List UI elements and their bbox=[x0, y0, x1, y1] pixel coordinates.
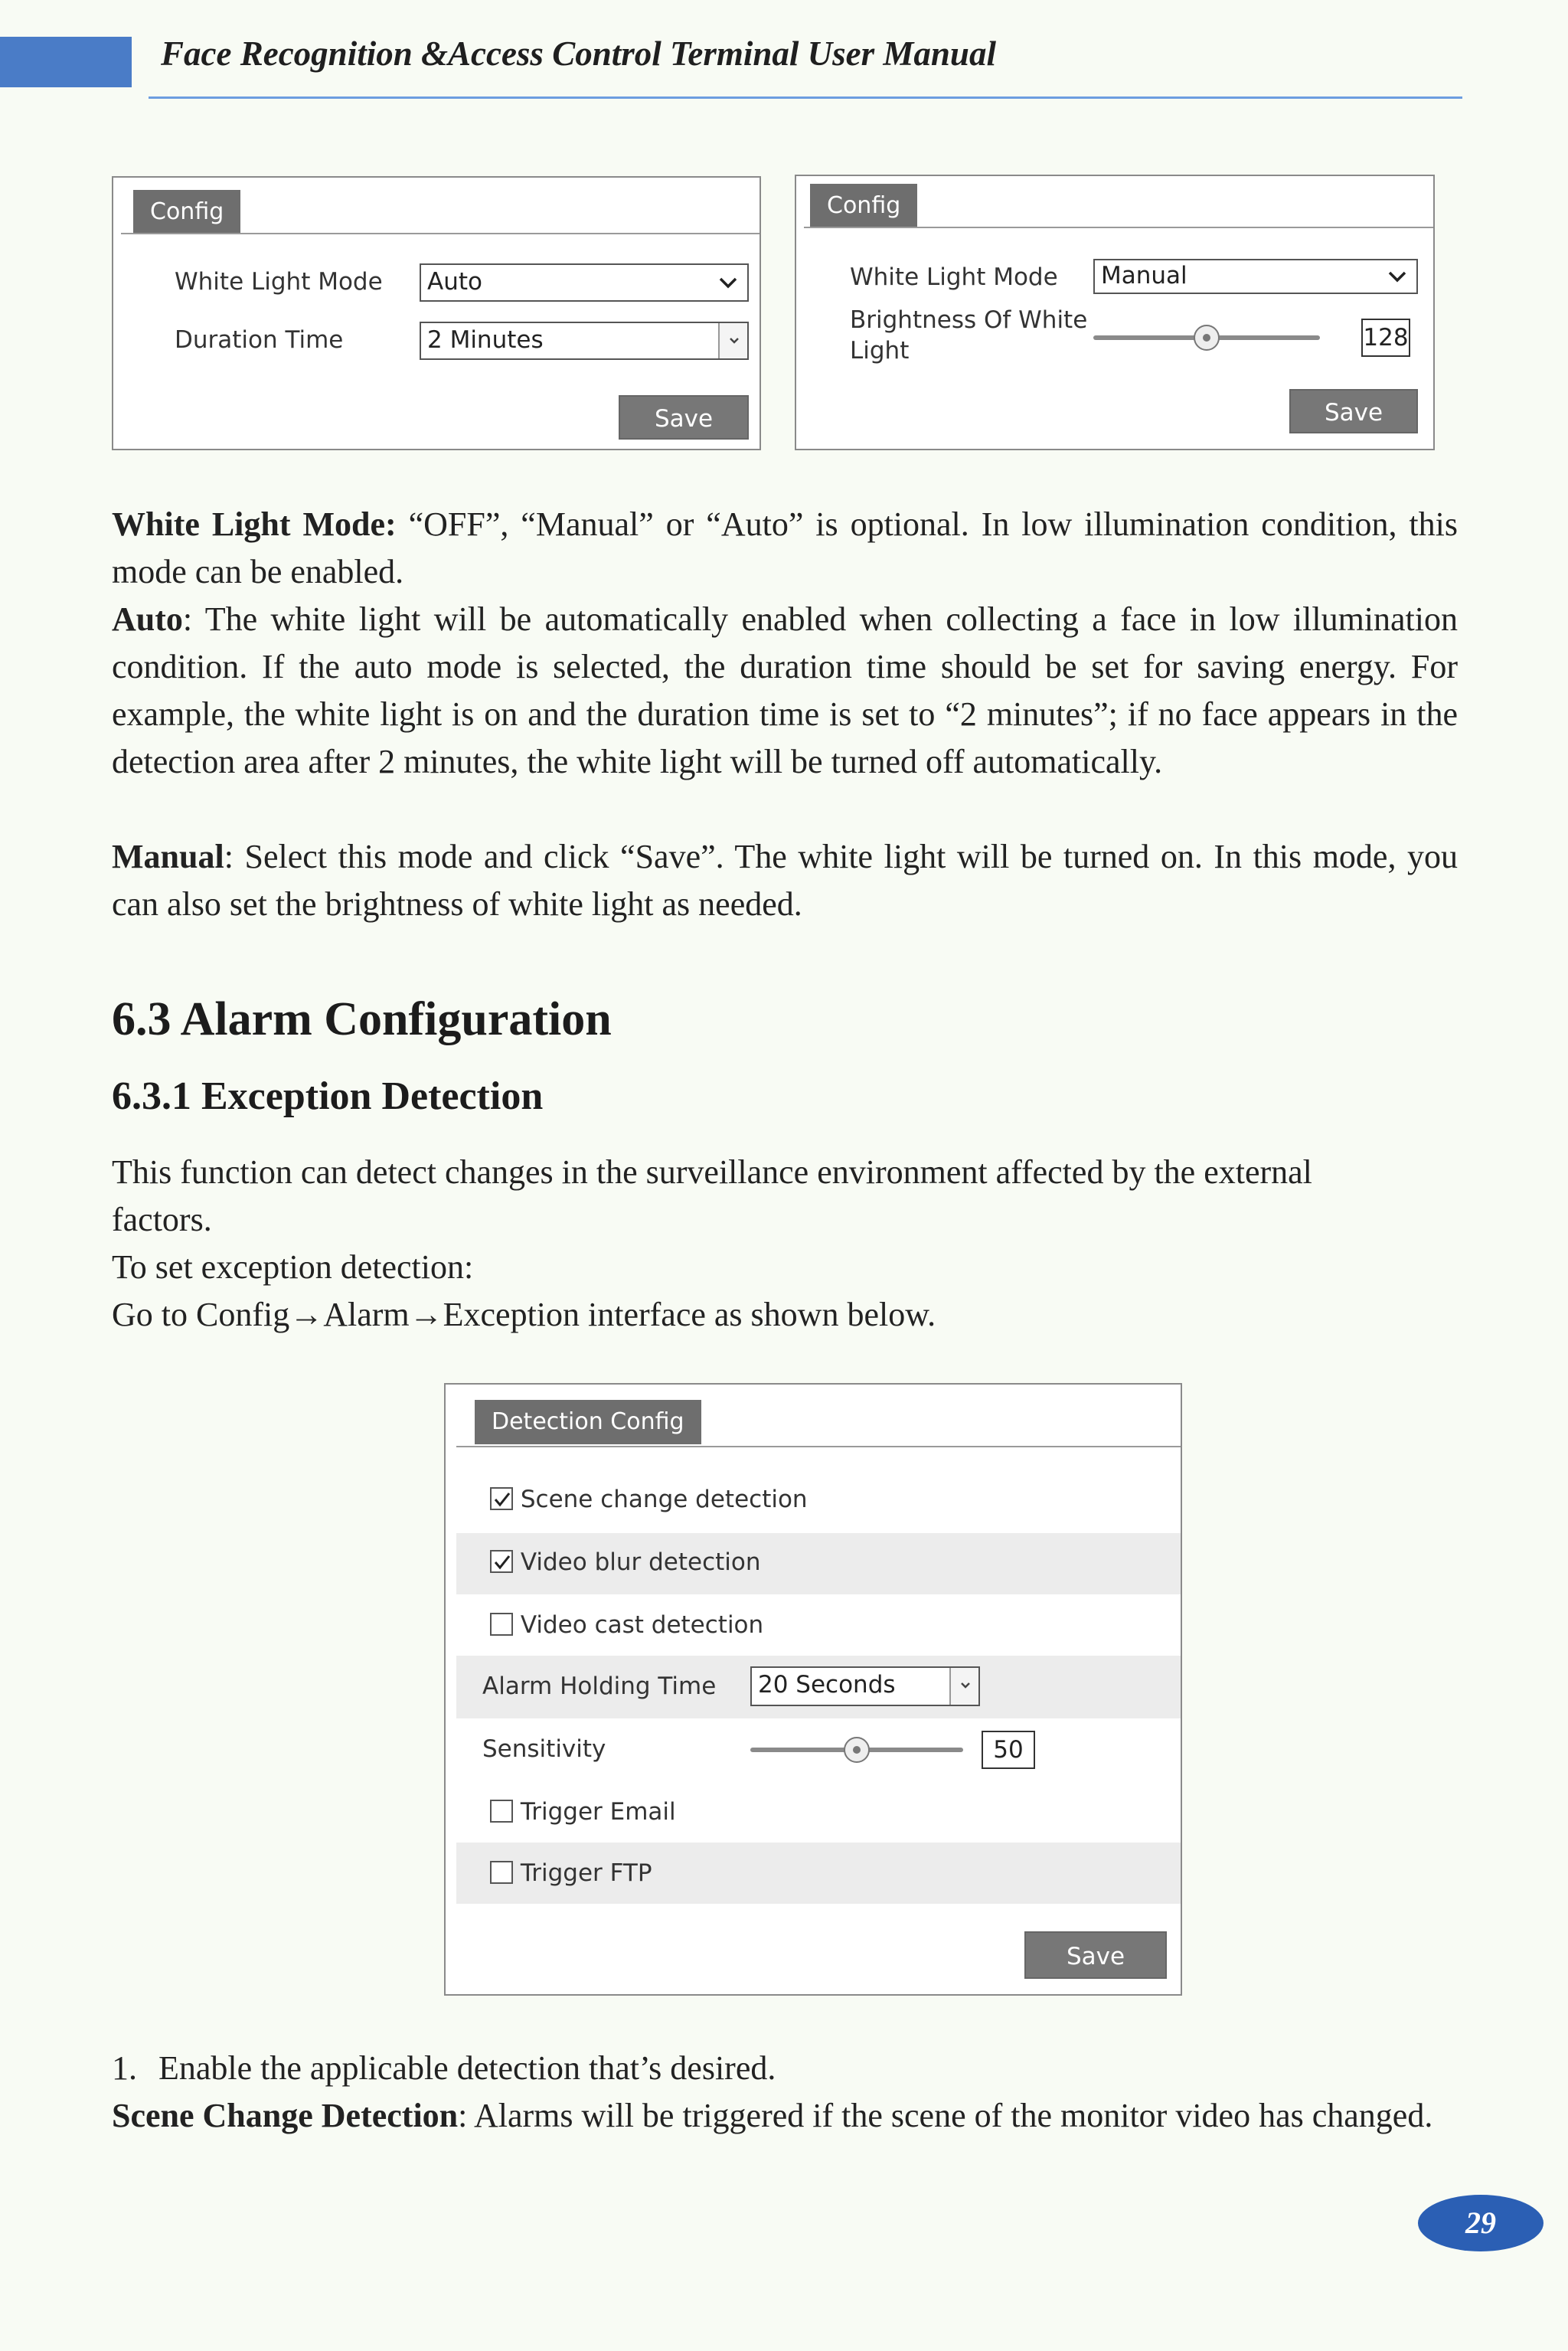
video-blur-checkbox[interactable] bbox=[490, 1550, 513, 1573]
brightness-label bbox=[850, 305, 1087, 366]
tab-config[interactable]: Config bbox=[810, 184, 917, 228]
video-cast-row bbox=[490, 1610, 763, 1640]
subsection-heading: 6.3.1 Exception Detection bbox=[112, 1074, 544, 1118]
tab-detection-config[interactable]: Detection Config bbox=[475, 1400, 701, 1444]
scene-change-description: : Alarms will be triggered if the scene of the monitor video has changed. bbox=[458, 2097, 1433, 2134]
term-manual: Manual bbox=[112, 838, 224, 875]
manual-description: : Select this mode and click “Save”. The white light will be turned on. In this mode, you can also set the brightness of white light as needed. bbox=[112, 838, 1458, 923]
video-cast-checkbox[interactable] bbox=[490, 1613, 513, 1636]
manual-title: Face Recognition &Access Control Terminal User Manual bbox=[161, 34, 996, 73]
chevron-down-icon bbox=[715, 270, 741, 296]
tab-divider bbox=[456, 1446, 1181, 1447]
config-panel-auto bbox=[112, 176, 761, 450]
chevron-down-icon bbox=[959, 1679, 972, 1692]
dropdown-button[interactable] bbox=[718, 323, 747, 358]
brightness-label-line2: Light bbox=[850, 337, 910, 365]
alarm-holding-time-select[interactable] bbox=[750, 1666, 980, 1706]
list-item-1 bbox=[112, 2045, 776, 2092]
section-heading: 6.3 Alarm Configuration bbox=[112, 993, 612, 1045]
list-item-text: Enable the applicable detection that’s desired. bbox=[158, 2049, 776, 2087]
term-auto: Auto bbox=[112, 600, 183, 638]
chevron-down-icon bbox=[728, 335, 740, 347]
trigger-ftp-row bbox=[490, 1858, 652, 1888]
auto-paragraph bbox=[112, 596, 1458, 786]
tab-divider bbox=[121, 233, 760, 234]
dropdown-button[interactable] bbox=[949, 1668, 978, 1705]
trigger-email-row bbox=[490, 1797, 676, 1827]
brightness-slider-handle[interactable] bbox=[1194, 325, 1220, 351]
duration-time-label: Duration Time bbox=[175, 326, 344, 354]
intro-line-2: factors. bbox=[112, 1201, 212, 1238]
save-button[interactable]: Save bbox=[1289, 389, 1418, 433]
header-rule bbox=[149, 96, 1462, 99]
trigger-ftp-checkbox[interactable] bbox=[490, 1861, 513, 1884]
scene-change-label: Scene change detection bbox=[520, 1486, 808, 1513]
trigger-email-checkbox[interactable] bbox=[490, 1800, 513, 1823]
save-button[interactable]: Save bbox=[1024, 1931, 1167, 1979]
scene-change-row bbox=[490, 1484, 808, 1515]
white-light-mode-description: “OFF”, “Manual” or “Auto” is optional. In low illumination condition, this mode can be enabled. bbox=[112, 505, 1458, 590]
white-light-mode-label: White Light Mode bbox=[850, 263, 1058, 291]
list-number: 1. bbox=[112, 2049, 137, 2087]
scene-change-paragraph bbox=[112, 2092, 1458, 2140]
page-number: 29 bbox=[1418, 2195, 1544, 2251]
set-exception-line: To set exception detection: bbox=[112, 1248, 474, 1286]
auto-description: : The white light will be automatically enabled when collecting a face in low illumination condition. If the auto mode is selected, the duration time should be set for saving energy. For example, the white light is on and the duration time is set to “2 minutes”; if no face appears in the detection area after 2 minutes, the white light will be turned off automatically. bbox=[112, 600, 1458, 780]
white-light-mode-select[interactable] bbox=[420, 263, 749, 302]
brightness-value-box[interactable]: 128 bbox=[1361, 319, 1410, 357]
header-accent-block bbox=[0, 37, 132, 87]
white-light-mode-paragraph bbox=[112, 501, 1458, 596]
tab-config[interactable]: Config bbox=[133, 190, 240, 234]
config-panel-manual bbox=[795, 175, 1435, 450]
duration-time-value: 2 Minutes bbox=[427, 326, 544, 354]
sensitivity-value-box[interactable]: 50 bbox=[982, 1731, 1035, 1769]
white-light-mode-value: Manual bbox=[1101, 262, 1187, 289]
white-light-mode-select[interactable] bbox=[1093, 259, 1418, 294]
alarm-holding-time-label: Alarm Holding Time bbox=[482, 1673, 717, 1700]
chevron-down-icon bbox=[1384, 263, 1410, 289]
white-light-mode-value: Auto bbox=[427, 268, 482, 296]
trigger-ftp-label: Trigger FTP bbox=[520, 1859, 652, 1887]
video-blur-label: Video blur detection bbox=[520, 1548, 761, 1576]
manual-paragraph bbox=[112, 833, 1458, 928]
detection-config-panel bbox=[444, 1383, 1182, 1996]
checkmark-icon bbox=[493, 1490, 511, 1509]
duration-time-select[interactable] bbox=[420, 322, 749, 360]
trigger-email-label: Trigger Email bbox=[520, 1798, 676, 1826]
term-scene-change-detection: Scene Change Detection bbox=[112, 2097, 459, 2134]
alarm-holding-time-value: 20 Seconds bbox=[758, 1671, 896, 1699]
video-cast-label: Video cast detection bbox=[520, 1611, 764, 1639]
sensitivity-label: Sensitivity bbox=[482, 1735, 606, 1763]
sensitivity-slider-handle[interactable] bbox=[844, 1737, 870, 1763]
term-white-light-mode: White Light Mode: bbox=[112, 505, 397, 543]
navigation-path-line: Go to Config→Alarm→Exception interface as shown below. bbox=[112, 1296, 936, 1333]
white-light-mode-label: White Light Mode bbox=[175, 268, 383, 296]
scene-change-checkbox[interactable] bbox=[490, 1487, 513, 1510]
intro-line-1: This function can detect changes in the surveillance environment affected by the external bbox=[112, 1153, 1312, 1191]
save-button[interactable]: Save bbox=[619, 395, 749, 440]
tab-divider bbox=[804, 227, 1433, 228]
brightness-label-line1: Brightness Of White bbox=[850, 306, 1088, 334]
video-blur-row bbox=[490, 1547, 761, 1578]
checkmark-icon bbox=[493, 1553, 511, 1571]
